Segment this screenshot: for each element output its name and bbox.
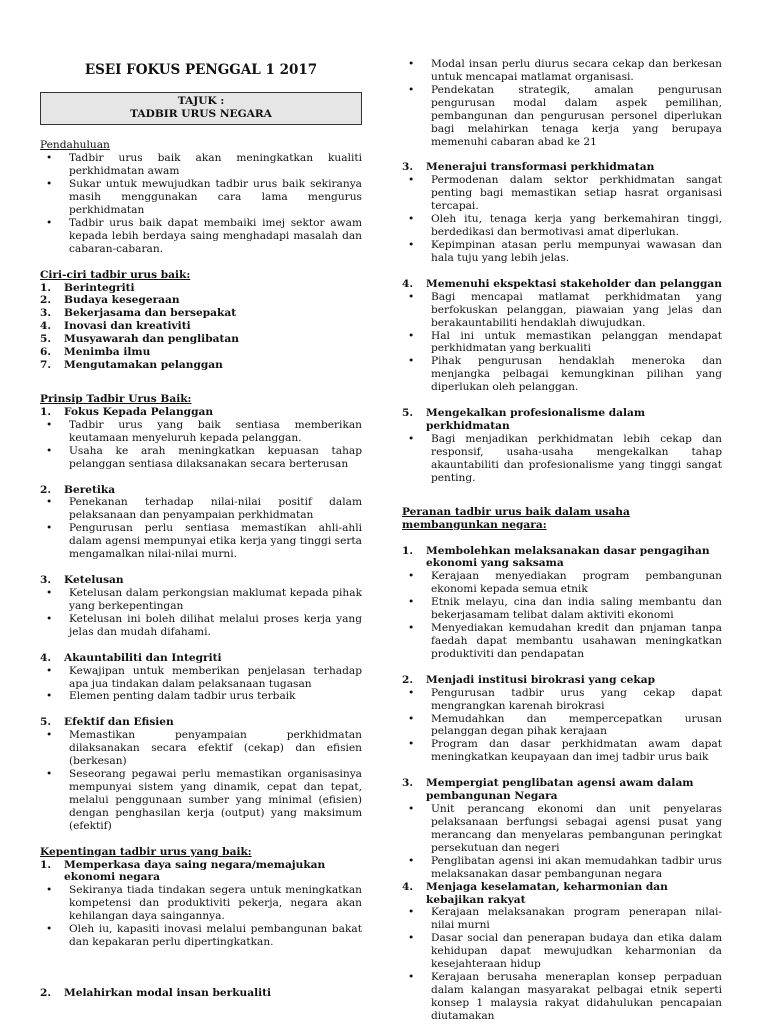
item-text: Budaya kesegeraan: [64, 294, 180, 307]
list-item: • Oleh iu, kapasiti inovasi melalui pembangunan bakat dan kepakaran perlu dipertingkatkan.: [40, 923, 362, 949]
peranan-2-list: [402, 687, 722, 765]
item-number: 3.: [40, 574, 52, 587]
ciri-list: [40, 282, 362, 372]
list-item: • Tadbir urus baik akan meningkatkan kualiti perkhidmatan awam: [40, 152, 362, 178]
item-title: Memenuhi ekspektasi stakeholder dan pelanggan: [426, 277, 722, 290]
list-item: • Sekiranya tiada tindakan segera untuk meningkatkan kompetensi dan produktiviti pekerja, negara akan kehilangan daya saingannya.: [40, 884, 362, 923]
peranan-1-list: [402, 570, 722, 660]
list-item: • Ketelusan dalam perkongsian maklumat kepada pihak yang berkepentingan: [40, 587, 362, 613]
list-item: • Tadbir urus yang baik sentiasa memberikan keutamaan menyeluruh kepada pelanggan.: [40, 419, 362, 445]
list-item: • Kerajaan menyediakan program pembangunan ekonomi kepada semua etnik: [402, 570, 722, 596]
peranan-heading: Peranan tadbir urus baik dalam usaha membangunkan negara:: [402, 505, 630, 531]
list-item: • Penekanan terhadap nilai-nilai positif dalam pelaksanaan dan penyampaian perkhidmatan: [40, 496, 362, 522]
list-item: • Menyediakan kemudahan kredit dan pnjaman tanpa faedah dapat membantu usahawan meningkatkan produktiviti dan pendapatan: [402, 622, 722, 661]
item-number: 2.: [40, 294, 52, 307]
item-number: 3.: [402, 777, 414, 790]
list-item: • Kerajaan melaksanakan program penerapan nilai-nilai murni: [402, 906, 722, 932]
list-item: • Etnik melayu, cina dan india saling membantu dan bekerjasamam telibat dalam aktiviti ekonomi: [402, 596, 722, 622]
prinsip-item-title: [40, 574, 362, 587]
item-number: 6.: [40, 346, 52, 359]
item-number: 4.: [40, 651, 52, 664]
list-item: • Permodenan dalam sektor perkhidmatan sangat penting bagi memastikan setiap hasrat organisasi tercapai.: [402, 174, 722, 213]
item-number: 7.: [40, 359, 52, 372]
list-item: • Oleh itu, tenaga kerja yang berkemahiran tinggi, berdedikasi dan bermotivasi amat diperlukan.: [402, 213, 722, 239]
pendahuluan-heading: Pendahuluan: [40, 139, 110, 152]
item-number: 5.: [402, 407, 414, 420]
kepentingan-2-list: [402, 58, 722, 148]
list-item: • Hal ini untuk memastikan pelanggan mendapat perkhidmatan yang berkualiti: [402, 330, 722, 356]
item-title: Ketelusan: [64, 574, 124, 587]
item-title: Akauntabiliti dan Integriti: [64, 651, 222, 664]
list-item: • Bagi mencapai matlamat perkhidmatan yang berfokuskan pelanggan, piawaian yang jelas dan berakauntabiliti hendaklah diwujudkan.: [402, 291, 722, 330]
item-title: Mempergiat penglibatan agensi awam dalam pembangunan Negara: [426, 777, 694, 803]
list-item: • Unit perancang ekonomi dan unit penyelaras pelaksanaan berfungsi sebagai agensi pusat yang merancang dan menyelaras pembangunan peringkat persekutuan dan negeri: [402, 803, 722, 855]
item-number: 1.: [40, 281, 52, 294]
list-item: • Bagi menjadikan perkhidmatan lebih cekap dan responsif, usaha-usaha mengekalkan tahap akauntabiliti dan profesionalisme yang tinggi sangat penting.: [402, 433, 722, 485]
item-title: Menjadi institusi birokrasi yang cekap: [426, 673, 656, 686]
list-item: • Pengurusan tadbir urus yang cekap dapat mengrangkan karenah birokrasi: [402, 687, 722, 713]
item-title: Beretika: [64, 483, 116, 496]
list-item: [40, 282, 362, 295]
list-item: [40, 359, 362, 372]
list-item: [40, 307, 362, 320]
kepentingan-5-list: [402, 433, 722, 485]
prinsip-item-title: [40, 406, 362, 419]
list-item: [40, 333, 362, 346]
left-column: [40, 58, 362, 1000]
item-text: Mengutamakan pelanggan: [64, 359, 223, 372]
prinsip-item-title: [40, 484, 362, 497]
kepentingan-item-title: [402, 278, 722, 291]
prinsip-1-list: [40, 419, 362, 471]
list-item: • Sukar untuk mewujudkan tadbir urus baik sekiranya masih menggunakan cara lama mengurus perkhidmatan: [40, 178, 362, 217]
kepentingan-item-title: [40, 859, 362, 885]
list-item: • Tadbir urus baik dapat membaiki imej sektor awam kepada lebih berdaya saing menghadapi masalah dan cabaran-cabaran.: [40, 217, 362, 256]
ciri-heading: Ciri-ciri tadbir urus baik:: [40, 268, 191, 281]
prinsip-2-list: [40, 496, 362, 561]
list-item: • Seseorang pegawai perlu memastikan organisasinya mempunyai sistem yang dinamik, cepat dan tepat, melalui penggunaan sumber yang minimal (efisien) dengan penghasilan kerja (output) yang maksimum (efektif): [40, 768, 362, 833]
prinsip-4-list: [40, 665, 362, 704]
tajuk-label: TAJUK :: [177, 95, 225, 108]
list-item: [40, 294, 362, 307]
list-item: • Program dan dasar perkhidmatan awam dapat meningkatkan keupayaan dan imej tadbir urus baik: [402, 738, 722, 764]
peranan-item-title: [402, 545, 722, 571]
prinsip-3-list: [40, 587, 362, 639]
item-number: 3.: [40, 307, 52, 320]
item-title: Membolehkan melaksanakan dasar pengagihan ekonomi yang saksama: [426, 544, 710, 570]
tajuk-box: [40, 92, 362, 125]
item-number: 3.: [402, 161, 414, 174]
list-item: • Kerajaan berusaha meneraplan konsep perpaduan dalam kalangan masyarakat pelbagai etnik seperti konsep 1 malaysia rakyat didahulukan pencapaian diutamakan: [402, 971, 722, 1023]
list-item: • Pihak pengurusan hendaklah meneroka dan menjangka pelbagai kemungkinan pilihan yang diperlukan oleh pelanggan.: [402, 355, 722, 394]
item-number: 2.: [40, 483, 52, 496]
list-item: • Pendekatan strategik, amalan pengurusan pengurusan modal dalam aspek pemilihan, pembangunan dan pengurusan personel diperlukan bagi melahirkan tenaga kerja yang berupaya memenuhi cabaran abad ke 21: [402, 84, 722, 149]
item-title: Memperkasa daya saing negara/memajukan ekonomi negara: [64, 858, 326, 884]
list-item: • Dasar social dan penerapan budaya dan etika dalam kehidupan dapat mewujudkan keharmonian da kesejahteraan hidup: [402, 932, 722, 971]
item-number: 1.: [40, 405, 52, 418]
kepentingan-item-title: [402, 407, 722, 433]
item-title: Mengekalkan profesionalisme dalam perkhidmatan: [426, 407, 646, 433]
item-title: Menjaga keselamatan, keharmonian dan kebajikan rakyat: [426, 880, 668, 906]
document-title: ESEI FOKUS PENGGAL 1 2017: [84, 62, 318, 78]
item-text: Menimba ilmu: [64, 346, 151, 359]
item-title: Melahirkan modal insan berkualiti: [64, 987, 272, 1000]
list-item: • Kepimpinan atasan perlu mempunyai wawasan dan hala tuju yang lebih jelas.: [402, 239, 722, 265]
list-item: • Modal insan perlu diurus secara cekap dan berkesan untuk mencapai matlamat organisasi.: [402, 58, 722, 84]
list-item: • Elemen penting dalam tadbir urus terbaik: [40, 690, 362, 703]
item-text: Musyawarah dan penglibatan: [64, 333, 239, 346]
item-title: Fokus Kepada Pelanggan: [64, 405, 214, 418]
list-item: • Ketelusan ini boleh dilihat melalui proses kerja yang jelas dan mudah difahami.: [40, 613, 362, 639]
right-column: [402, 58, 722, 1023]
kepentingan-4-list: [402, 291, 722, 394]
list-item: [40, 320, 362, 333]
item-text: Inovasi dan kreativiti: [64, 320, 191, 333]
item-number: 1.: [402, 544, 414, 557]
tajuk-topic: TADBIR URUS NEGARA: [130, 108, 272, 121]
item-number: 4.: [402, 277, 414, 290]
kepentingan-item-title: [402, 161, 722, 174]
prinsip-heading: Prinsip Tadbir Urus Baik:: [40, 392, 192, 405]
kepentingan-1-list: [40, 884, 362, 949]
item-number: 5.: [40, 716, 52, 729]
list-item: • Usaha ke arah meningkatkan kepuasan tahap pelanggan sentiasa dilaksanakan secara berterusan: [40, 445, 362, 471]
item-number: 2.: [40, 987, 52, 1000]
list-item: [40, 346, 362, 359]
list-item: • Kewajipan untuk memberikan penjelasan terhadap apa jua tindakan dalam pelaksanaan tugasan: [40, 665, 362, 691]
item-title: Menerajui transformasi perkhidmatan: [426, 161, 655, 174]
peranan-4-list: [402, 906, 722, 1022]
peranan-item-title: [402, 674, 722, 687]
item-number: 4.: [40, 320, 52, 333]
kepentingan-heading: Kepentingan tadbir urus yang baik:: [40, 845, 252, 858]
peranan-item-title: [402, 777, 722, 803]
list-item: • Memastikan penyampaian perkhidmatan dilaksanakan secara efektif (cekap) dan efisien (berkesan): [40, 729, 362, 768]
prinsip-5-list: [40, 729, 362, 832]
pendahuluan-list: [40, 152, 362, 255]
item-number: 5.: [40, 333, 52, 346]
kepentingan-item-title: [40, 987, 362, 1000]
item-text: Bekerjasama dan bersepakat: [64, 307, 237, 320]
peranan-3-list: [402, 803, 722, 881]
item-number: 4.: [402, 880, 414, 893]
kepentingan-3-list: [402, 174, 722, 264]
list-item: • Memudahkan dan mempercepatkan urusan pelanggan degan pihak kerajaan: [402, 713, 722, 739]
list-item: • Pengurusan perlu sentiasa memastikan ahli-ahli dalam agensi mempunyai etika kerja yang tinggi serta mengamalkan nilai-nilai murni.: [40, 522, 362, 561]
peranan-item-title: [402, 881, 722, 907]
list-item: • Penglibatan agensi ini akan memudahkan tadbir urus melaksanakan dasar pembangunan negara: [402, 855, 722, 881]
prinsip-item-title: [40, 716, 362, 729]
item-title: Efektif dan Efisien: [64, 716, 174, 729]
item-number: 2.: [402, 673, 414, 686]
item-number: 1.: [40, 858, 52, 871]
item-text: Berintegriti: [64, 281, 135, 294]
prinsip-item-title: [40, 652, 362, 665]
